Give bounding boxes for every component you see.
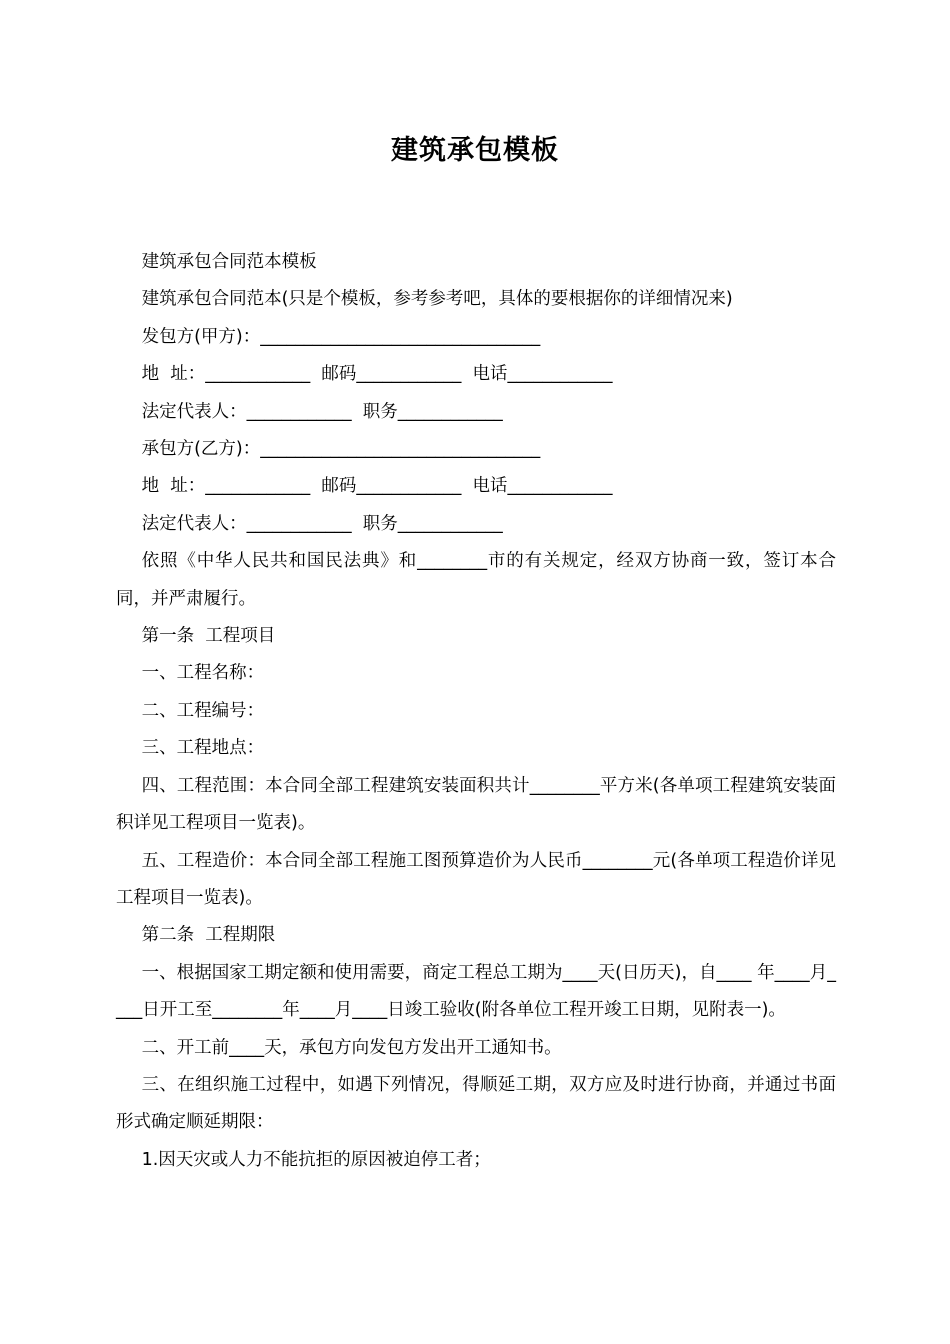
paragraph-intro: 建筑承包合同范本(只是个模板，参考参考吧，具体的要根据你的详细情况来)	[141, 289, 733, 310]
article-2-heading: 第二条 工程期限	[141, 925, 276, 946]
document-body	[116, 244, 836, 1179]
paragraph-party-b: 承包方(乙方)：________________________________	[141, 439, 541, 460]
paragraph-party-a-representative: 法定代表人：____________ 职务____________	[141, 401, 503, 422]
paragraph-extension: 三、在组织施工过程中，如遇下列情况，得顺延工期，双方应及时进行协商，并通过书面形式确定顺延期限：	[116, 1074, 836, 1133]
paragraph-start-notice: 二、开工前____天，承包方向发包方发出开工通知书。	[141, 1037, 562, 1058]
paragraph-party-b-address: 地 址：____________ 邮码____________ 电话____________	[141, 476, 613, 497]
document-title: 建筑承包模板	[391, 135, 559, 166]
paragraph-party-a-address: 地 址：____________ 邮码____________ 电话____________	[141, 364, 613, 385]
article-1-heading: 第一条 工程项目	[141, 626, 276, 647]
paragraph-project-number: 二、工程编号：	[141, 700, 265, 721]
paragraph-party-a: 发包方(甲方)：________________________________	[141, 326, 541, 347]
paragraph-extension-item-1: 1.因天灾或人力不能抗拒的原因被迫停工者；	[141, 1149, 491, 1170]
paragraph-party-b-representative: 法定代表人：____________ 职务____________	[141, 513, 503, 534]
paragraph-project-scope: 四、工程范围：本合同全部工程建筑安装面积共计________平方米(各单项工程建筑安装面积详见工程项目一览表)。	[116, 775, 836, 834]
paragraph-project-cost: 五、工程造价：本合同全部工程施工图预算造价为人民币________元(各单项工程造价详见工程项目一览表)。	[116, 850, 836, 908]
paragraph-project-name: 一、工程名称：	[141, 663, 265, 684]
paragraph-subtitle: 建筑承包合同范本模板	[141, 252, 317, 272]
paragraph-schedule: 一、根据国家工期定额和使用需要，商定工程总工期为____天(日历天)，自____ 年____月____日开工至________年____月____日竣工验收(附各单位工程开竣工日期，见附表一)。	[116, 962, 836, 1021]
paragraph-project-location: 三、工程地点：	[141, 738, 265, 759]
paragraph-legal-basis: 依照《中华人民共和国民法典》和________市的有关规定，经双方协商一致，签订本合同，并严肃履行。	[116, 551, 836, 609]
